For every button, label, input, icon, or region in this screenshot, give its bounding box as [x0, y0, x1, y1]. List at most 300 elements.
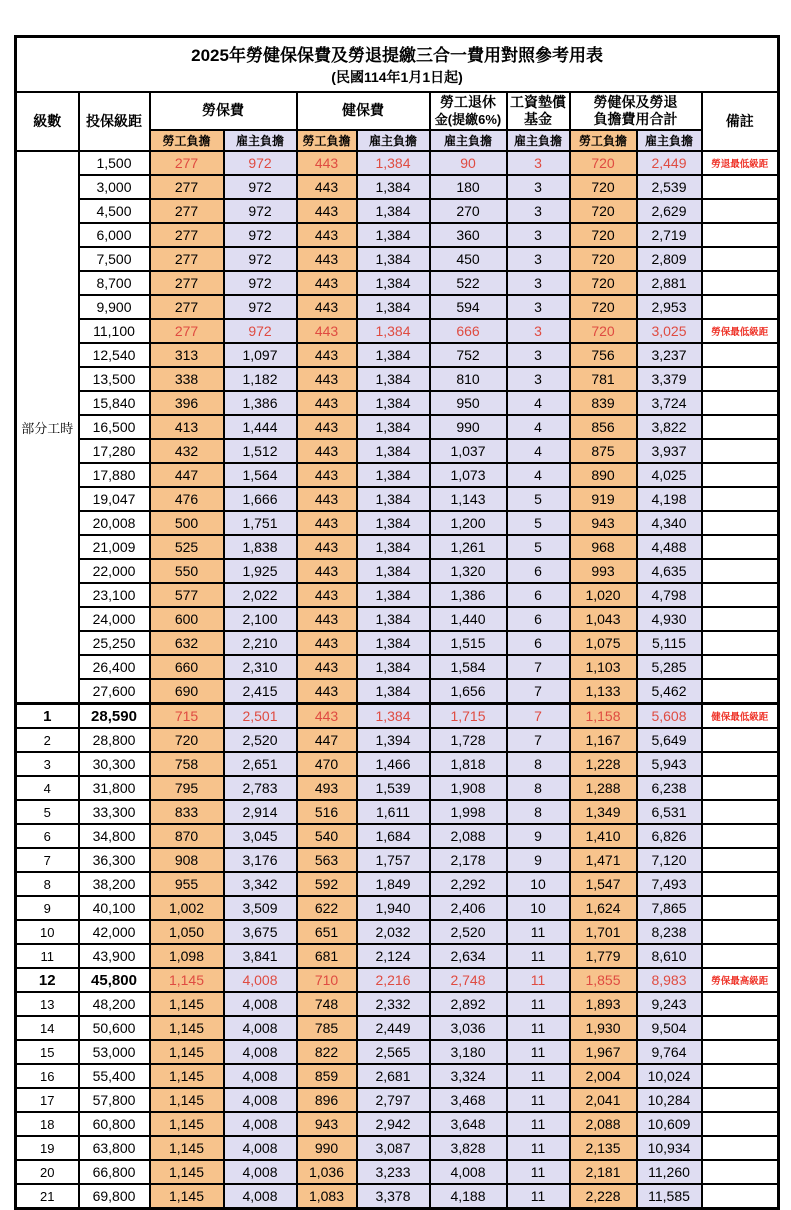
value-cell: 1,855 [570, 968, 637, 992]
bracket-cell: 66,800 [79, 1160, 150, 1184]
value-cell: 1,384 [357, 439, 430, 463]
value-cell: 1,751 [224, 511, 297, 535]
value-cell: 720 [570, 295, 637, 319]
value-cell: 1,103 [570, 655, 637, 679]
note-cell [702, 872, 779, 896]
value-cell: 1,701 [570, 920, 637, 944]
table-row [16, 583, 779, 607]
page-title: 2025年勞健保保費及勞退提繳三合一費用對照參考用表 [191, 45, 603, 65]
value-cell: 1,386 [430, 583, 507, 607]
level-cell: 8 [16, 872, 79, 896]
value-cell: 443 [297, 511, 357, 535]
wage-fund-header-line2: 基金 [524, 111, 552, 127]
bracket-cell: 28,800 [79, 728, 150, 752]
note-cell: 勞保最低級距 [702, 319, 779, 343]
value-cell: 1,444 [224, 415, 297, 439]
value-cell: 3,724 [637, 391, 702, 415]
bracket-cell: 42,000 [79, 920, 150, 944]
value-cell: 11 [507, 1064, 570, 1088]
value-cell: 7 [507, 728, 570, 752]
value-cell: 756 [570, 343, 637, 367]
col-header-note: 備註 [702, 92, 779, 151]
bracket-cell: 36,300 [79, 848, 150, 872]
value-cell: 4 [507, 439, 570, 463]
value-cell: 1,466 [357, 752, 430, 776]
pension-header-line1: 勞工退休 [440, 94, 496, 111]
note-cell [702, 896, 779, 920]
table-row [16, 824, 779, 848]
value-cell: 1,624 [570, 896, 637, 920]
value-cell: 1,037 [430, 439, 507, 463]
value-cell: 1,145 [150, 1136, 224, 1160]
bracket-cell: 7,500 [79, 247, 150, 271]
value-cell: 1,384 [357, 655, 430, 679]
value-cell: 313 [150, 343, 224, 367]
table-row [16, 1064, 779, 1088]
value-cell: 1,384 [357, 175, 430, 199]
value-cell: 277 [150, 247, 224, 271]
value-cell: 1,757 [357, 848, 430, 872]
value-cell: 1,097 [224, 343, 297, 367]
value-cell: 4 [507, 391, 570, 415]
col-header-labor-fee: 勞保費 [150, 92, 297, 130]
table-row [16, 247, 779, 271]
value-cell: 10 [507, 872, 570, 896]
table-row [16, 319, 779, 343]
value-cell: 1,384 [357, 487, 430, 511]
table-row [16, 679, 779, 704]
value-cell: 6 [507, 631, 570, 655]
bracket-cell: 13,500 [79, 367, 150, 391]
table-row [16, 704, 779, 729]
note-cell [702, 367, 779, 391]
level-cell: 1 [16, 704, 79, 729]
value-cell: 11 [507, 944, 570, 968]
value-cell: 2,892 [430, 992, 507, 1016]
value-cell: 1,384 [357, 151, 430, 175]
note-cell [702, 415, 779, 439]
value-cell: 1,145 [150, 1112, 224, 1136]
value-cell: 1,384 [357, 415, 430, 439]
value-cell: 4,008 [224, 1136, 297, 1160]
table-row [16, 439, 779, 463]
note-cell [702, 175, 779, 199]
bracket-cell: 57,800 [79, 1088, 150, 1112]
value-cell: 443 [297, 655, 357, 679]
value-cell: 11 [507, 1040, 570, 1064]
note-cell [702, 992, 779, 1016]
value-cell: 1,167 [570, 728, 637, 752]
bracket-cell: 55,400 [79, 1064, 150, 1088]
subheader-health-employer: 雇主負擔 [357, 130, 430, 151]
value-cell: 1,145 [150, 1040, 224, 1064]
value-cell: 447 [150, 463, 224, 487]
level-cell: 21 [16, 1184, 79, 1209]
value-cell: 3,087 [357, 1136, 430, 1160]
col-header-bracket: 投保級距 [79, 92, 150, 151]
value-cell: 720 [570, 319, 637, 343]
value-cell: 5,649 [637, 728, 702, 752]
table-row [16, 223, 779, 247]
bracket-cell: 3,000 [79, 175, 150, 199]
value-cell: 972 [224, 151, 297, 175]
level-cell: 7 [16, 848, 79, 872]
value-cell: 516 [297, 800, 357, 824]
value-cell: 4,488 [637, 535, 702, 559]
note-cell [702, 679, 779, 704]
table-row [16, 968, 779, 992]
value-cell: 5,608 [637, 704, 702, 729]
value-cell: 972 [224, 223, 297, 247]
value-cell: 9,504 [637, 1016, 702, 1040]
value-cell: 476 [150, 487, 224, 511]
value-cell: 6 [507, 583, 570, 607]
fee-reference-table [14, 35, 780, 1210]
value-cell: 3,342 [224, 872, 297, 896]
value-cell: 1,384 [357, 295, 430, 319]
value-cell: 943 [570, 511, 637, 535]
value-cell: 2,228 [570, 1184, 637, 1209]
note-cell [702, 247, 779, 271]
note-cell: 勞退最低級距 [702, 151, 779, 175]
value-cell: 1,967 [570, 1040, 637, 1064]
table-row [16, 367, 779, 391]
level-cell: 20 [16, 1160, 79, 1184]
note-cell [702, 1160, 779, 1184]
note-cell [702, 1040, 779, 1064]
value-cell: 4,008 [224, 992, 297, 1016]
subheader-labor-employer: 雇主負擔 [224, 130, 297, 151]
value-cell: 360 [430, 223, 507, 247]
value-cell: 1,145 [150, 1160, 224, 1184]
note-cell [702, 607, 779, 631]
value-cell: 4,008 [224, 1160, 297, 1184]
value-cell: 2,634 [430, 944, 507, 968]
value-cell: 277 [150, 295, 224, 319]
value-cell: 2,520 [430, 920, 507, 944]
value-cell: 720 [570, 151, 637, 175]
note-cell [702, 655, 779, 679]
value-cell: 2,719 [637, 223, 702, 247]
value-cell: 1,564 [224, 463, 297, 487]
value-cell: 277 [150, 175, 224, 199]
table-row [16, 487, 779, 511]
wage-fund-header-line1: 工資墊償 [510, 93, 566, 110]
value-cell: 833 [150, 800, 224, 824]
table-row [16, 800, 779, 824]
value-cell: 11 [507, 968, 570, 992]
value-cell: 1,158 [570, 704, 637, 729]
table-row [16, 1160, 779, 1184]
value-cell: 592 [297, 872, 357, 896]
table-row [16, 848, 779, 872]
bracket-cell: 17,880 [79, 463, 150, 487]
value-cell: 443 [297, 391, 357, 415]
value-cell: 908 [150, 848, 224, 872]
value-cell: 2,332 [357, 992, 430, 1016]
value-cell: 972 [224, 319, 297, 343]
value-cell: 443 [297, 559, 357, 583]
value-cell: 2,681 [357, 1064, 430, 1088]
value-cell: 950 [430, 391, 507, 415]
bracket-cell: 26,400 [79, 655, 150, 679]
value-cell: 2,124 [357, 944, 430, 968]
value-cell: 2,449 [357, 1016, 430, 1040]
value-cell: 1,547 [570, 872, 637, 896]
value-cell: 972 [224, 247, 297, 271]
value-cell: 443 [297, 175, 357, 199]
table-title-block [16, 37, 779, 93]
value-cell: 3 [507, 271, 570, 295]
value-cell: 563 [297, 848, 357, 872]
value-cell: 4,008 [430, 1160, 507, 1184]
value-cell: 2,088 [430, 824, 507, 848]
value-cell: 493 [297, 776, 357, 800]
table-row [16, 415, 779, 439]
value-cell: 720 [150, 728, 224, 752]
bracket-cell: 48,200 [79, 992, 150, 1016]
note-cell [702, 439, 779, 463]
value-cell: 525 [150, 535, 224, 559]
value-cell: 1,410 [570, 824, 637, 848]
value-cell: 10,934 [637, 1136, 702, 1160]
value-cell: 1,043 [570, 607, 637, 631]
value-cell: 1,200 [430, 511, 507, 535]
note-cell [702, 1184, 779, 1209]
value-cell: 3 [507, 367, 570, 391]
bracket-cell: 27,600 [79, 679, 150, 704]
value-cell: 11 [507, 1184, 570, 1209]
value-cell: 896 [297, 1088, 357, 1112]
value-cell: 3 [507, 175, 570, 199]
value-cell: 1,075 [570, 631, 637, 655]
value-cell: 180 [430, 175, 507, 199]
note-cell: 健保最低級距 [702, 704, 779, 729]
bracket-cell: 19,047 [79, 487, 150, 511]
col-header-health-fee: 健保費 [297, 92, 430, 130]
value-cell: 3,828 [430, 1136, 507, 1160]
value-cell: 447 [297, 728, 357, 752]
value-cell: 277 [150, 271, 224, 295]
value-cell: 1,384 [357, 391, 430, 415]
level-cell: 2 [16, 728, 79, 752]
value-cell: 2,216 [357, 968, 430, 992]
bracket-cell: 17,280 [79, 439, 150, 463]
value-cell: 3,176 [224, 848, 297, 872]
pension-header-line2: 金(提繳6%) [434, 111, 502, 127]
value-cell: 432 [150, 439, 224, 463]
value-cell: 11 [507, 1088, 570, 1112]
note-cell [702, 920, 779, 944]
value-cell: 7 [507, 704, 570, 729]
value-cell: 443 [297, 631, 357, 655]
value-cell: 2,022 [224, 583, 297, 607]
value-cell: 1,515 [430, 631, 507, 655]
value-cell: 594 [430, 295, 507, 319]
table-row [16, 1184, 779, 1209]
note-cell [702, 848, 779, 872]
value-cell: 540 [297, 824, 357, 848]
value-cell: 748 [297, 992, 357, 1016]
level-cell: 9 [16, 896, 79, 920]
value-cell: 3 [507, 343, 570, 367]
value-cell: 3,233 [357, 1160, 430, 1184]
value-cell: 720 [570, 199, 637, 223]
value-cell: 1,143 [430, 487, 507, 511]
bracket-cell: 28,590 [79, 704, 150, 729]
value-cell: 3,036 [430, 1016, 507, 1040]
value-cell: 2,809 [637, 247, 702, 271]
value-cell: 651 [297, 920, 357, 944]
value-cell: 3 [507, 319, 570, 343]
table-row [16, 992, 779, 1016]
col-header-level: 級數 [16, 92, 79, 151]
value-cell: 2,797 [357, 1088, 430, 1112]
level-cell: 4 [16, 776, 79, 800]
value-cell: 443 [297, 607, 357, 631]
value-cell: 443 [297, 343, 357, 367]
bracket-cell: 21,009 [79, 535, 150, 559]
table-row [16, 655, 779, 679]
bracket-cell: 63,800 [79, 1136, 150, 1160]
note-cell [702, 391, 779, 415]
value-cell: 3 [507, 199, 570, 223]
value-cell: 5 [507, 487, 570, 511]
value-cell: 1,925 [224, 559, 297, 583]
total-header-line2: 負擔費用合計 [593, 111, 678, 127]
value-cell: 5,462 [637, 679, 702, 704]
value-cell: 443 [297, 271, 357, 295]
value-cell: 622 [297, 896, 357, 920]
value-cell: 2,748 [430, 968, 507, 992]
value-cell: 972 [224, 271, 297, 295]
table-row [16, 1040, 779, 1064]
value-cell: 1,228 [570, 752, 637, 776]
value-cell: 443 [297, 151, 357, 175]
level-cell: 11 [16, 944, 79, 968]
value-cell: 1,471 [570, 848, 637, 872]
value-cell: 666 [430, 319, 507, 343]
level-cell: 18 [16, 1112, 79, 1136]
table-row [16, 175, 779, 199]
value-cell: 11 [507, 1160, 570, 1184]
bracket-cell: 15,840 [79, 391, 150, 415]
value-cell: 1,050 [150, 920, 224, 944]
value-cell: 2,914 [224, 800, 297, 824]
value-cell: 1,182 [224, 367, 297, 391]
value-cell: 7 [507, 679, 570, 704]
bracket-cell: 33,300 [79, 800, 150, 824]
value-cell: 5 [507, 535, 570, 559]
value-cell: 550 [150, 559, 224, 583]
value-cell: 1,584 [430, 655, 507, 679]
level-cell: 5 [16, 800, 79, 824]
value-cell: 1,020 [570, 583, 637, 607]
note-cell [702, 1088, 779, 1112]
bracket-cell: 11,100 [79, 319, 150, 343]
value-cell: 752 [430, 343, 507, 367]
note-cell [702, 1016, 779, 1040]
value-cell: 11 [507, 1112, 570, 1136]
value-cell: 1,656 [430, 679, 507, 704]
note-cell [702, 199, 779, 223]
value-cell: 1,384 [357, 247, 430, 271]
value-cell: 972 [224, 295, 297, 319]
subheader-wage-fund-employer: 雇主負擔 [507, 130, 570, 151]
value-cell: 443 [297, 535, 357, 559]
value-cell: 870 [150, 824, 224, 848]
value-cell: 2,881 [637, 271, 702, 295]
header-group-row [16, 92, 779, 130]
value-cell: 1,384 [357, 343, 430, 367]
bracket-cell: 69,800 [79, 1184, 150, 1209]
value-cell: 443 [297, 295, 357, 319]
bracket-cell: 24,000 [79, 607, 150, 631]
value-cell: 8 [507, 800, 570, 824]
bracket-cell: 30,300 [79, 752, 150, 776]
value-cell: 1,261 [430, 535, 507, 559]
value-cell: 4,008 [224, 1184, 297, 1209]
level-cell: 3 [16, 752, 79, 776]
value-cell: 1,145 [150, 968, 224, 992]
value-cell: 2,629 [637, 199, 702, 223]
value-cell: 3,378 [357, 1184, 430, 1209]
table-row [16, 944, 779, 968]
table-row [16, 151, 779, 175]
value-cell: 4,008 [224, 1112, 297, 1136]
value-cell: 3,379 [637, 367, 702, 391]
bracket-cell: 23,100 [79, 583, 150, 607]
value-cell: 1,715 [430, 704, 507, 729]
value-cell: 1,384 [357, 463, 430, 487]
value-cell: 990 [297, 1136, 357, 1160]
value-cell: 8 [507, 752, 570, 776]
value-cell: 795 [150, 776, 224, 800]
bracket-cell: 16,500 [79, 415, 150, 439]
table-row [16, 535, 779, 559]
bracket-cell: 22,000 [79, 559, 150, 583]
value-cell: 2,181 [570, 1160, 637, 1184]
value-cell: 919 [570, 487, 637, 511]
value-cell: 859 [297, 1064, 357, 1088]
value-cell: 1,998 [430, 800, 507, 824]
table-row [16, 199, 779, 223]
value-cell: 577 [150, 583, 224, 607]
value-cell: 1,386 [224, 391, 297, 415]
value-cell: 781 [570, 367, 637, 391]
value-cell: 3,180 [430, 1040, 507, 1064]
table-row [16, 1016, 779, 1040]
value-cell: 1,083 [297, 1184, 357, 1209]
value-cell: 1,349 [570, 800, 637, 824]
value-cell: 8,983 [637, 968, 702, 992]
value-cell: 720 [570, 271, 637, 295]
value-cell: 1,779 [570, 944, 637, 968]
value-cell: 2,210 [224, 631, 297, 655]
table-body [16, 151, 779, 1209]
value-cell: 955 [150, 872, 224, 896]
value-cell: 839 [570, 391, 637, 415]
value-cell: 720 [570, 175, 637, 199]
bracket-cell: 20,008 [79, 511, 150, 535]
value-cell: 413 [150, 415, 224, 439]
value-cell: 443 [297, 583, 357, 607]
value-cell: 972 [224, 175, 297, 199]
value-cell: 10,284 [637, 1088, 702, 1112]
note-cell [702, 776, 779, 800]
level-cell: 19 [16, 1136, 79, 1160]
table-row [16, 343, 779, 367]
